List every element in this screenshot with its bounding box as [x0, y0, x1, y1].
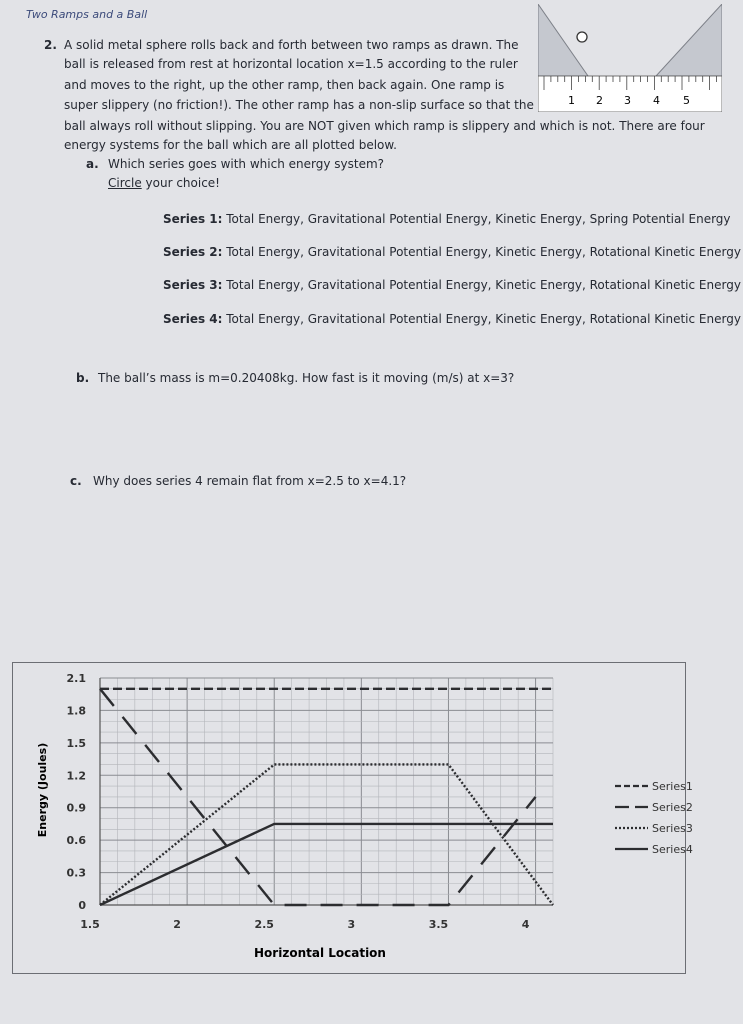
- ruler-label-3: 3: [624, 94, 631, 107]
- ruler-label-2: 2: [596, 94, 603, 107]
- series-option-1-name: Series 1:: [163, 212, 223, 226]
- question-line-6: energy systems for the ball which are all plotted below.: [64, 138, 397, 152]
- series-option-1-text: Total Energy, Gravitational Potential Energy, Kinetic Energy, Spring Potential Energy: [222, 212, 731, 226]
- part-a-text: Which series goes with which energy system?: [108, 157, 385, 171]
- y-tick-label: 0.3: [66, 866, 86, 880]
- legend-label-1: Series1: [652, 780, 693, 793]
- series-option-2-text: Total Energy, Gravitational Potential Energy, Kinetic Energy, Rotational Kinetic Energy: [222, 245, 741, 259]
- part-b-label: b.: [76, 371, 90, 385]
- part-c-text: Why does series 4 remain flat from x=2.5 to x=4.1?: [93, 474, 407, 488]
- chart-legend: [615, 780, 693, 856]
- y-tick-label: 0: [78, 899, 86, 912]
- series-option-4-name: Series 4:: [163, 312, 223, 326]
- part-c-label: c.: [70, 474, 82, 488]
- worksheet-header: Two Ramps and a Ball: [26, 8, 148, 21]
- chart-grid: [100, 678, 553, 905]
- question-line-4: super slippery (no friction!). The other ramp has a non-slip surface so that the: [64, 98, 534, 112]
- y-axis-label: Energy (Joules): [36, 742, 49, 838]
- question-line-5: ball always roll without slipping. You are NOT given which ramp is slippery and which is not. There are four: [64, 119, 705, 133]
- circle-word: Circle: [108, 176, 142, 190]
- instruction-rest: your choice!: [141, 176, 220, 190]
- x-tick-label: 3: [347, 918, 356, 931]
- legend-label-4: Series4: [652, 843, 693, 856]
- y-tick-label: 2.1: [66, 672, 86, 685]
- x-tick-label: 1.5: [80, 918, 100, 931]
- legend-label-3: Series3: [652, 822, 693, 835]
- question-line-1: A solid metal sphere rolls back and forth between two ramps as drawn. The: [64, 38, 519, 52]
- question-line-3: and moves to the right, up the other ramp, then back again. One ramp is: [64, 78, 505, 92]
- x-axis-label: Horizontal Location: [254, 946, 386, 960]
- series-option-3-text: Total Energy, Gravitational Potential Energy, Kinetic Energy, Rotational Kinetic Energy: [222, 278, 741, 292]
- ruler-label-4: 4: [653, 94, 660, 107]
- y-tick-label: 1.8: [66, 704, 86, 718]
- y-tick-label: 0.9: [66, 801, 86, 815]
- x-tick-label: 3.5: [428, 918, 449, 931]
- x-tick-label: 2: [173, 918, 181, 931]
- series-option-4-text: Total Energy, Gravitational Potential Energy, Kinetic Energy, Rotational Kinetic Energy: [222, 312, 741, 326]
- x-tick-label: 2.5: [254, 918, 274, 931]
- series-option-3-name: Series 3:: [163, 278, 223, 292]
- y-tick-label: 1.5: [66, 736, 86, 750]
- y-tick-label: 0.6: [66, 834, 86, 848]
- legend-label-2: Series2: [652, 801, 693, 814]
- y-tick-label: 1.2: [66, 769, 86, 783]
- part-a-label: a.: [86, 157, 99, 171]
- ruler-label-1: 1: [568, 94, 575, 107]
- question-number: 2.: [44, 38, 57, 52]
- ruler-label-5: 5: [683, 94, 690, 107]
- series-option-2-name: Series 2:: [163, 245, 223, 259]
- part-b-text: The ball’s mass is m=0.20408kg. How fast is it moving (m/s) at x=3?: [98, 371, 515, 385]
- x-tick-label: 4: [521, 918, 530, 931]
- question-line-2: ball is released from rest at horizontal location x=1.5 according to the ruler: [64, 57, 518, 71]
